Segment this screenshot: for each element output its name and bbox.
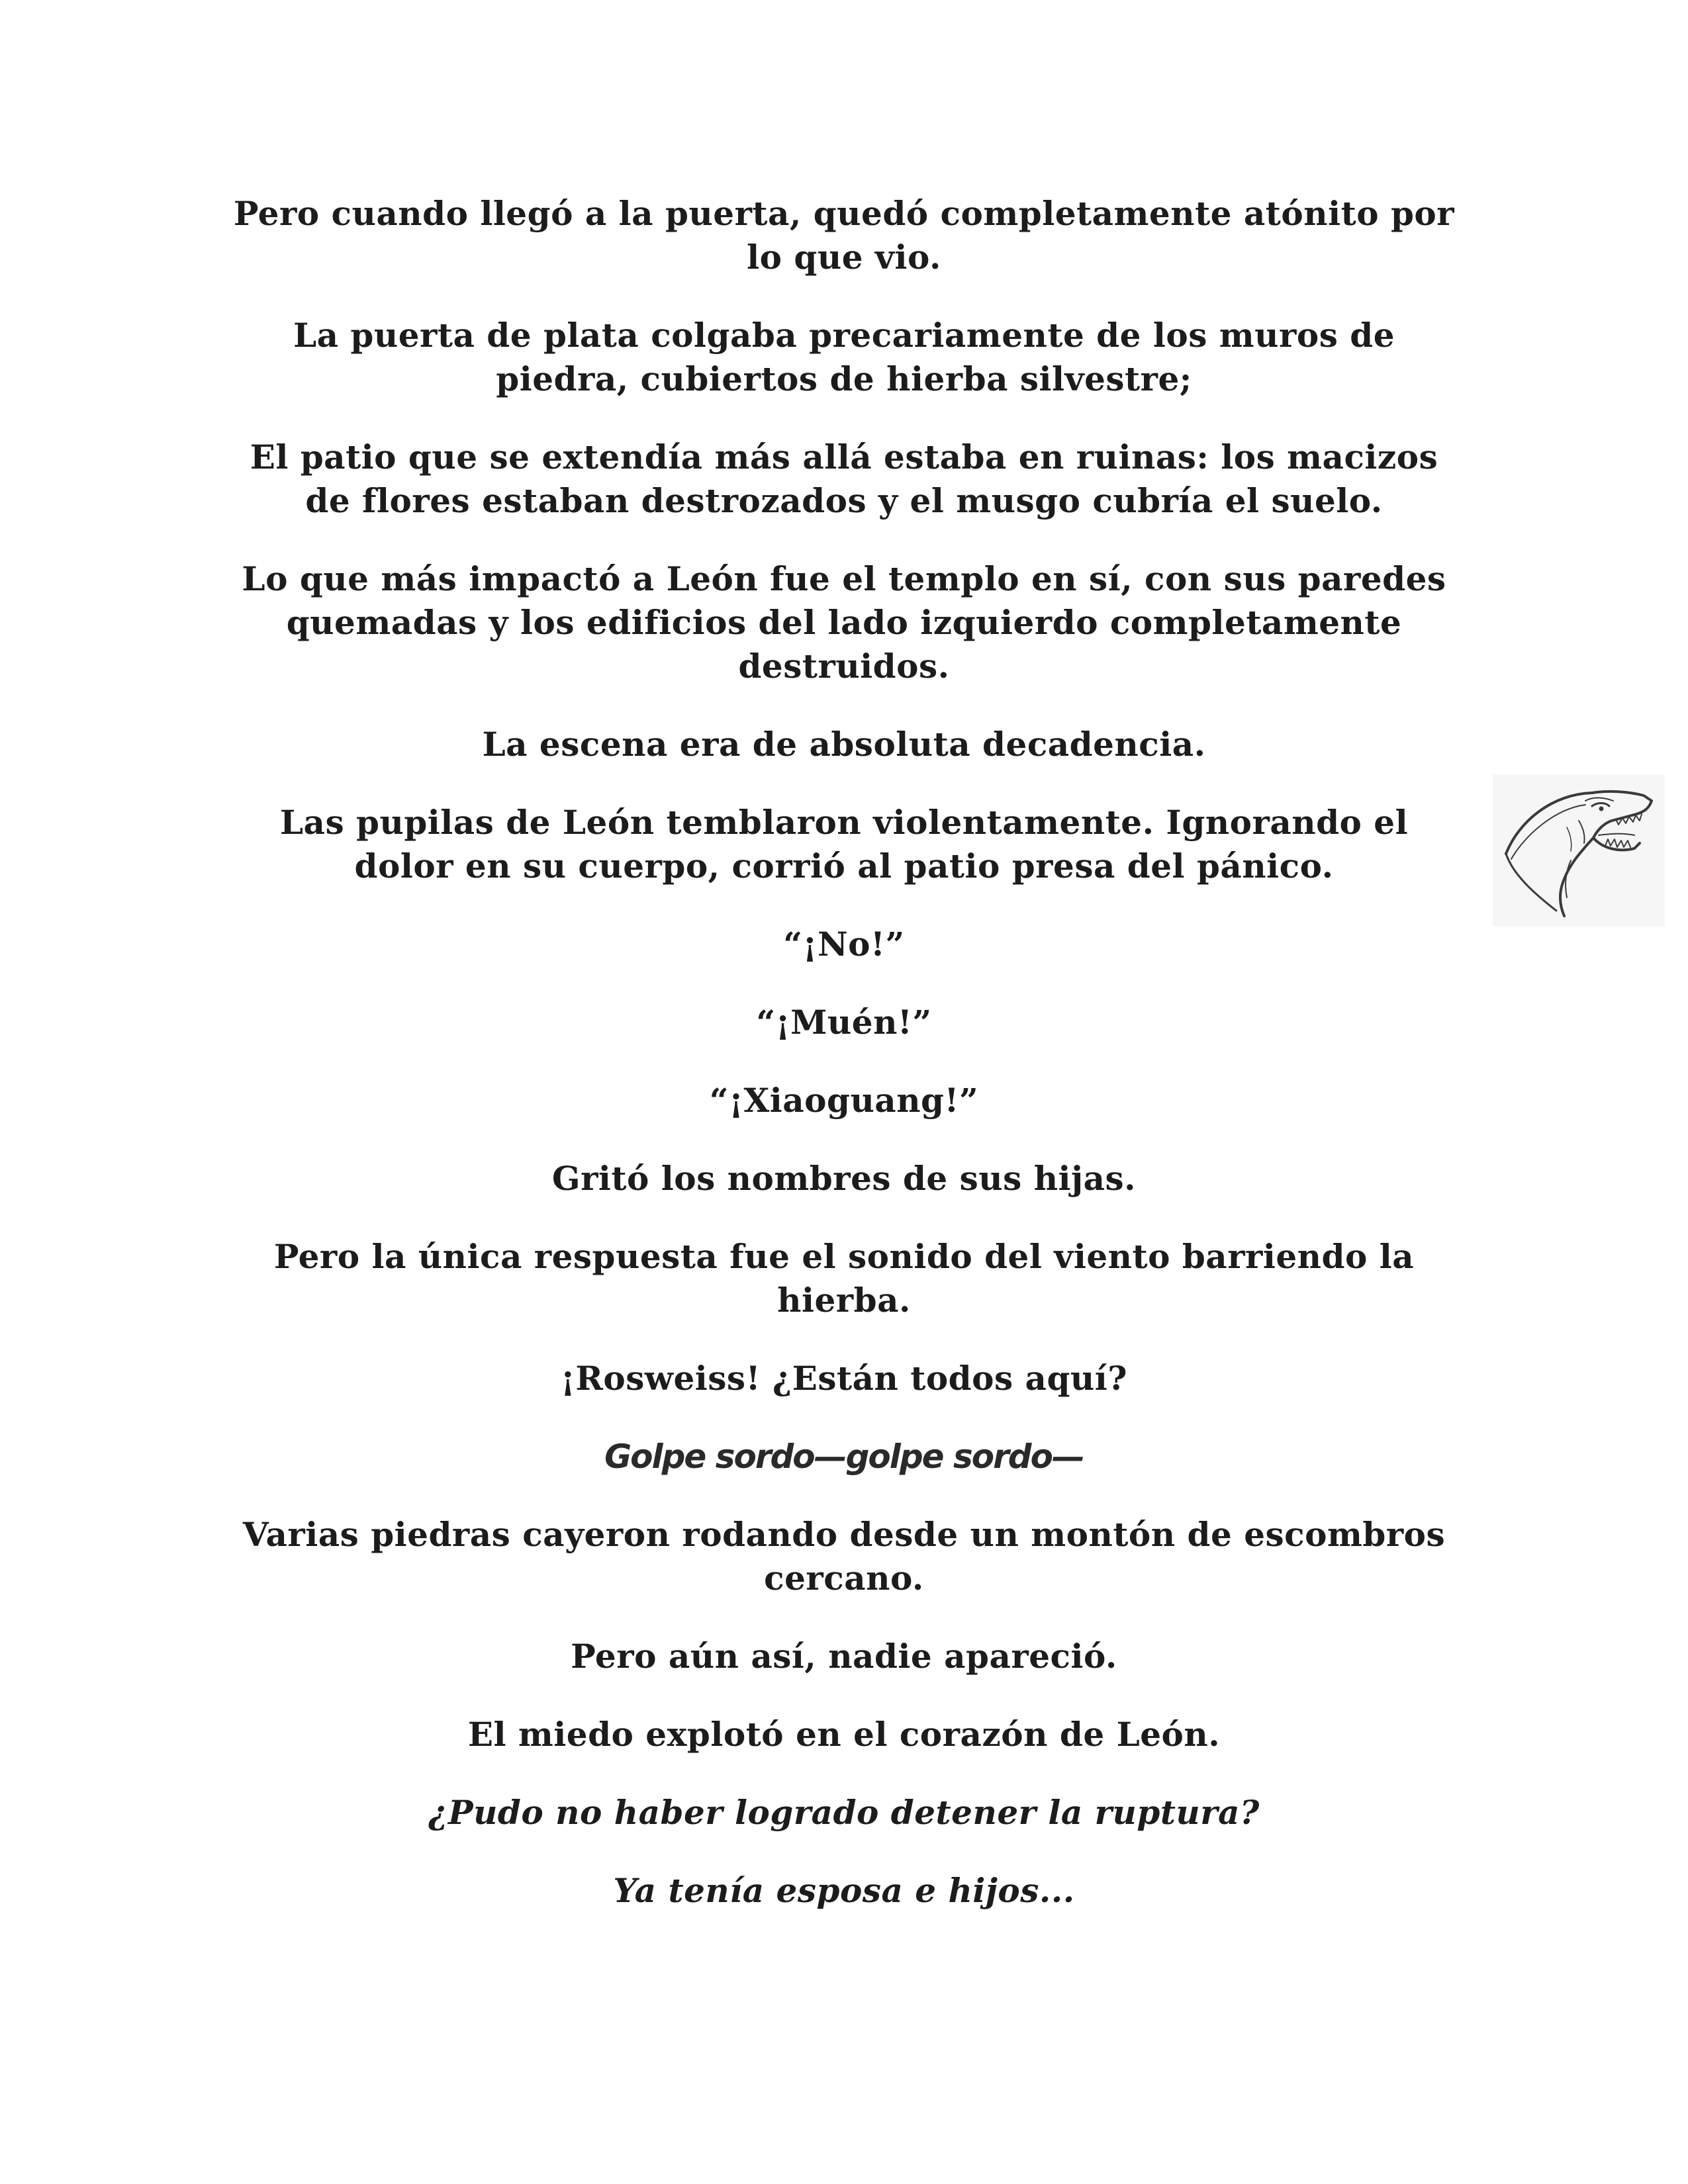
paragraph: El miedo explotó en el corazón de León. bbox=[467, 1715, 1221, 1754]
sound-effect: Golpe sordo—golpe sordo— bbox=[604, 1437, 1084, 1476]
paragraph: Pero aún así, nadie apareció. bbox=[571, 1637, 1117, 1676]
paragraph: Varias piedras cayeron rodando desde un montón de escombros cercano. bbox=[242, 1515, 1446, 1598]
story-text bbox=[225, 192, 1463, 1947]
dinosaur-head-sketch-icon bbox=[1493, 774, 1665, 927]
paragraph: Gritó los nombres de sus hijas. bbox=[551, 1159, 1137, 1198]
paragraph: La escena era de absoluta decadencia. bbox=[482, 725, 1206, 764]
paragraph: Pero cuando llegó a la puerta, quedó completamente atónito por lo que vio. bbox=[233, 194, 1455, 277]
paragraph: Lo que más impactó a León fue el templo en sí, con sus paredes quemadas y los edificios del lado izquierdo completamente destruidos. bbox=[242, 559, 1446, 686]
paragraph: Las pupilas de León temblaron violentamente. Ignorando el dolor en su cuerpo, corrió al patio presa del pánico. bbox=[279, 803, 1409, 886]
paragraph: La puerta de plata colgaba precariamente de los muros de piedra, cubiertos de hierba silvestre; bbox=[293, 316, 1395, 398]
inner-thought: Ya tenía esposa e hijos... bbox=[613, 1871, 1075, 1910]
paragraph: El patio que se extendía más allá estaba en ruinas: los macizos de flores estaban destrozados y el musgo cubría el suelo. bbox=[250, 437, 1438, 520]
dialogue-line: “¡Muén!” bbox=[756, 1003, 932, 1042]
paragraph: Pero la única respuesta fue el sonido del viento barriendo la hierba. bbox=[273, 1237, 1415, 1320]
dialogue-line: “¡No!” bbox=[783, 925, 905, 964]
inner-thought: ¿Pudo no haber logrado detener la ruptura? bbox=[428, 1793, 1260, 1832]
dialogue-line: “¡Xiaoguang!” bbox=[709, 1081, 979, 1120]
paragraph: ¡Rosweiss! ¿Están todos aquí? bbox=[560, 1359, 1128, 1398]
